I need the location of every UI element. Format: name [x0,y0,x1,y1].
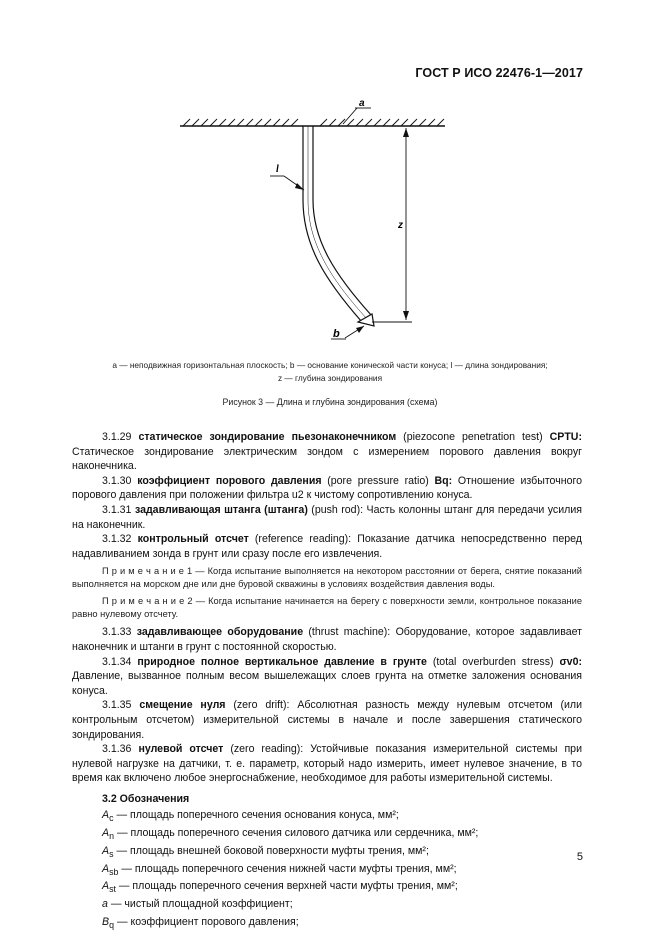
paragraph-3-1-35: 3.1.35 смещение нуля (zero drift): Абсолютная разность между нулевым отсчетом (или контрольным отсчетом) измерительной системы в начале и после завершения статического зондирования. [72,699,582,741]
symbol-item: $A_{sb}$ — площадь поперечного сечения нижней части муфты трения, мм²; [102,862,457,877]
cone-penetration-figure [0,0,661,360]
paragraph-3-1-34: 3.1.34 природное полное вертикальное давление в грунте (total overburden stress) σv0: Давление, вызванное полным весом вышележащих слоев грунта на отметке заложения основания конуса. [72,655,582,697]
note-2: П р и м е ч а н и е 2 — Когда испытание начинается на берегу с поверхности земли, контрольное показание равно нулевому отсчету. [72,596,582,620]
section-title: 3.2 Обозначения [102,792,190,805]
paragraph-3-1-29: 3.1.29 статическое зондирование пьезонаконечником (piezocone penetration test) CPTU: Статическое зондирование электрическим зондом с измерением порового давления вокруг наконечника. [72,431,582,473]
rod-inner-line [313,126,372,316]
rod-outer-line [303,126,362,322]
page-number: 5 [576,851,583,863]
symbol-item: $A_n$ — площадь поперечного сечения силового датчика или сердечника, мм²; [102,827,479,842]
symbol-item: $A_s$ — площадь внешней боковой поверхности муфты трения, мм²; [102,844,429,859]
paragraph-3-1-33: 3.1.33 задавливающее оборудование (thrust machine): Оборудование, которое задавливает наконечник и штанги в грунт с постоянной скоростью. [72,626,582,653]
ground-hatching [183,119,444,126]
document-body [72,430,582,932]
symbol-item: a — чистый площадной коэффициент; [102,897,293,910]
label-b: b [333,328,340,340]
symbol-item: $A_{st}$ — площадь поперечного сечения верхней части муфты трения, мм²; [102,880,458,895]
cone-tip [358,314,374,326]
label-a: a [359,98,365,109]
symbols-list [72,808,582,932]
figure-legend-line-1: a — неподвижная горизонтальная плоскость; b — основание конической части конуса; l — длина зондирования; [112,360,548,370]
label-z: z [398,220,403,231]
note-1: П р и м е ч а н и е 1 — Когда испытание выполняется на некотором расстоянии от берега, снятие показаний выполняется на морском дне или дне буровой скважины в условиях воздействия давления воды. [72,566,582,590]
paragraph-3-1-32: 3.1.32 контрольный отсчет (reference reading): Показание датчика непосредственно перед надавливанием зонда в грунт или сразу после его извлечения. [72,533,582,560]
figure-legend-line-2: z — глубина зондирования [277,373,383,383]
paragraph-3-1-30: 3.1.30 коэффициент порового давления (pore pressure ratio) Bq: Отношение избыточного порового давления при положении фильтра u2 к чистому сопротивлению конуса. [72,474,583,502]
symbol-item: $B_q$ — коэффициент порового давления; [102,915,299,930]
figure-caption: Рисунок 3 — Длина и глубина зондирования (схема) [222,397,438,407]
label-l: l [276,164,279,175]
paragraph-3-1-31: 3.1.31 задавливающая штанга (штанга) (push rod): Часть колонны штанг для передачи усилия на наконечник. [72,503,582,531]
label-a-leader [343,108,357,124]
paragraph-3-1-36: 3.1.36 нулевой отсчет (zero reading): Устойчивые показания измерительной системы при нулевой нагрузке на датчики, т. е. параметр, который надо измерить, имеет нулевое значение, в то время как включено любое энергоснабжение, необходимое для работы измерительной системы. [72,743,582,785]
document-header: ГОСТ Р ИСО 22476-1—2017 [415,66,583,80]
rod-center-line [308,126,367,319]
symbol-item: $A_c$ — площадь поперечного сечения основания конуса, мм²; [102,809,399,824]
